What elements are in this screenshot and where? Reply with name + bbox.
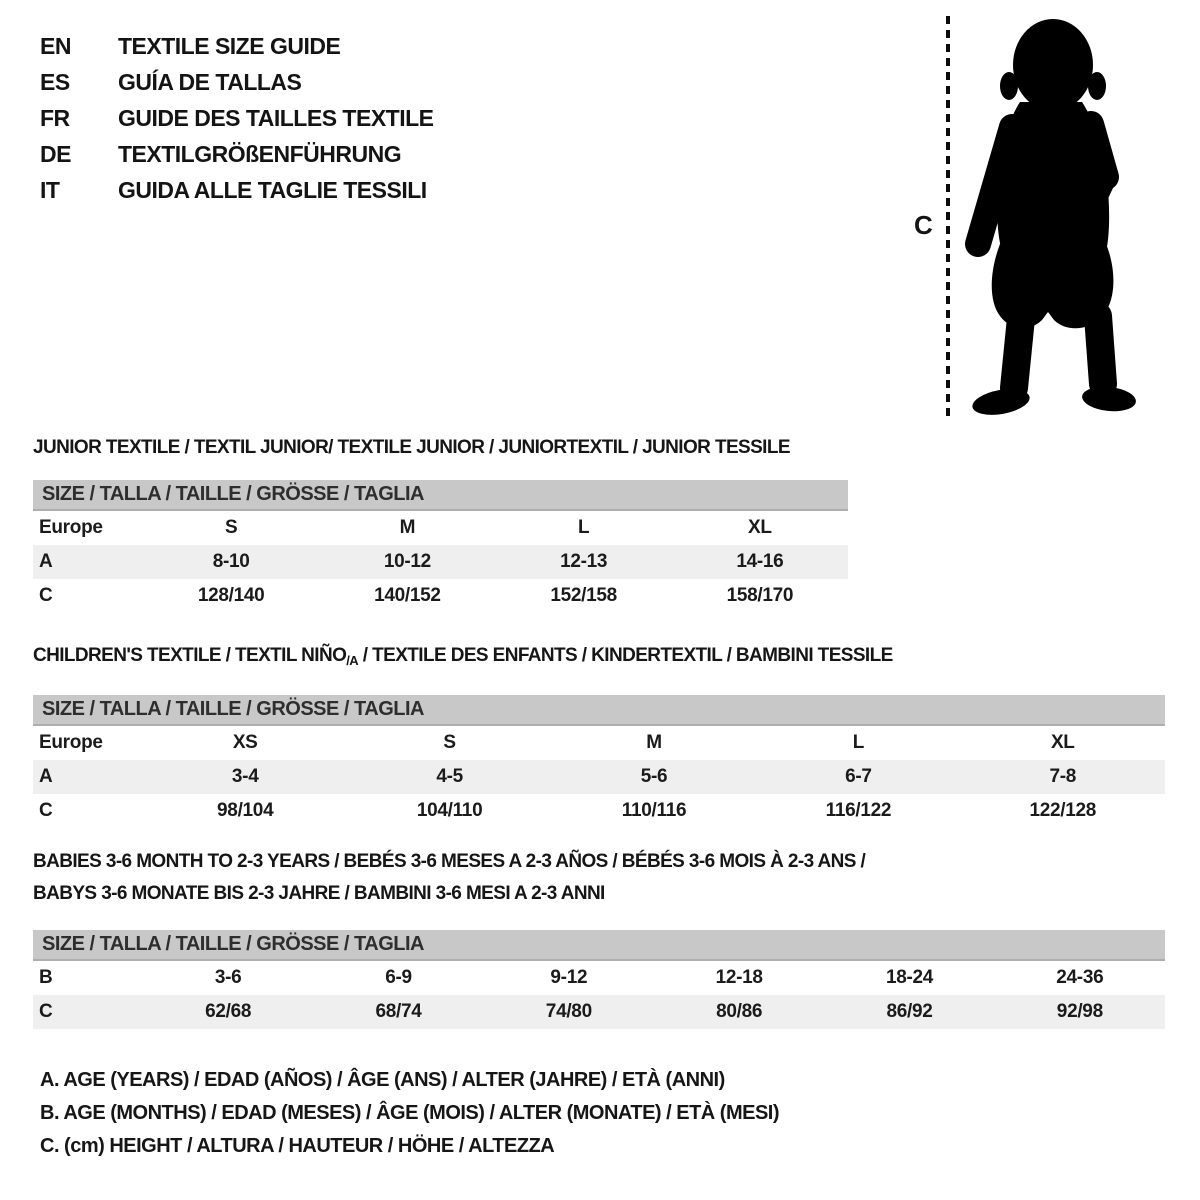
lang-code: EN bbox=[40, 32, 71, 59]
junior-textile-section bbox=[33, 437, 848, 613]
junior-section-heading: JUNIOR TEXTILE / TEXTIL JUNIOR/ TEXTILE JUNIOR / JUNIORTEXTIL / JUNIOR TESSILE bbox=[33, 437, 790, 458]
toddler-silhouette-icon bbox=[956, 12, 1146, 422]
cell-value: S bbox=[443, 732, 456, 753]
lang-code: FR bbox=[40, 104, 70, 131]
babies-section-heading-line2: BABYS 3-6 MONATE BIS 2-3 JAHRE / BAMBINI 3-6 MESI A 2-3 ANNI bbox=[33, 883, 605, 904]
cell-value: 10-12 bbox=[383, 551, 431, 572]
cell-value: 158/170 bbox=[726, 585, 794, 606]
lang-row-it bbox=[40, 172, 434, 208]
cell-value: 7-8 bbox=[1049, 766, 1077, 787]
cell-value: 9-12 bbox=[550, 967, 588, 988]
cell-value: 92/98 bbox=[1056, 1001, 1103, 1022]
babies-size-header-bar: SIZE / TALLA / TAILLE / GRÖSSE / TAGLIA bbox=[33, 930, 1165, 961]
cell-value: 86/92 bbox=[886, 1001, 933, 1022]
cell-value: 6-9 bbox=[385, 967, 412, 988]
lang-title: TEXTILE SIZE GUIDE bbox=[118, 32, 341, 59]
cell-value: M bbox=[646, 732, 662, 753]
legend-block bbox=[40, 1064, 779, 1163]
children-section-heading bbox=[33, 645, 1165, 672]
legend-line-c: C. (cm) HEIGHT / ALTURA / HAUTEUR / HÖHE / ALTEZZA bbox=[40, 1135, 555, 1157]
cell-value: 122/128 bbox=[1029, 800, 1097, 821]
table-row bbox=[33, 511, 848, 545]
junior-size-header-bar: SIZE / TALLA / TAILLE / GRÖSSE / TAGLIA bbox=[33, 480, 848, 511]
legend-line-a: A. AGE (YEARS) / EDAD (AÑOS) / ÂGE (ANS) / ALTER (JAHRE) / ETÀ (ANNI) bbox=[40, 1069, 725, 1091]
cell-value: XS bbox=[232, 732, 258, 753]
lang-code: DE bbox=[40, 140, 71, 167]
cell-value: L bbox=[577, 517, 590, 538]
table-row bbox=[33, 794, 1165, 828]
cell-value: 4-5 bbox=[436, 766, 463, 787]
row-label: Europe bbox=[39, 732, 103, 753]
cell-value: 140/152 bbox=[374, 585, 441, 606]
lang-code: IT bbox=[40, 176, 60, 203]
lang-row-en bbox=[40, 28, 434, 64]
heading-text: / TEXTILE DES ENFANTS / KINDERTEXTIL / BAMBINI TESSILE bbox=[358, 645, 893, 666]
row-label: C bbox=[39, 1001, 53, 1022]
babies-textile-section bbox=[33, 846, 1165, 1029]
language-title-block bbox=[40, 28, 434, 208]
cell-value: 12-18 bbox=[715, 967, 763, 988]
cell-value: 24-36 bbox=[1056, 967, 1104, 988]
height-measure-label: C bbox=[914, 210, 933, 240]
table-row bbox=[33, 579, 848, 613]
lang-row-de bbox=[40, 136, 434, 172]
cell-value: 8-10 bbox=[212, 551, 250, 572]
cell-value: 62/68 bbox=[205, 1001, 252, 1022]
table-row bbox=[33, 961, 1165, 995]
cell-value: 128/140 bbox=[197, 585, 265, 606]
cell-value: M bbox=[399, 517, 416, 538]
cell-value: XL bbox=[748, 517, 772, 538]
lang-title: TEXTILGRÖßENFÜHRUNG bbox=[118, 140, 402, 167]
legend-line-b: B. AGE (MONTHS) / EDAD (MESES) / ÂGE (MOIS) / ALTER (MONATE) / ETÀ (MESI) bbox=[40, 1102, 780, 1124]
lang-title: GUÍA DE TALLAS bbox=[118, 68, 302, 95]
cell-value: 74/80 bbox=[545, 1001, 592, 1022]
cell-value: 18-24 bbox=[885, 967, 934, 988]
cell-value: 116/122 bbox=[825, 800, 892, 821]
lang-row-es bbox=[40, 64, 434, 100]
table-row bbox=[33, 995, 1165, 1029]
table-row bbox=[33, 726, 1165, 760]
cell-value: 3-4 bbox=[231, 766, 259, 787]
row-label: Europe bbox=[39, 517, 103, 538]
heading-text: CHILDREN'S TEXTILE / TEXTIL NIÑO bbox=[33, 645, 347, 666]
height-measure-dashed-line bbox=[946, 16, 950, 418]
row-label: C bbox=[39, 800, 53, 821]
children-size-header-bar: SIZE / TALLA / TAILLE / GRÖSSE / TAGLIA bbox=[33, 695, 1165, 726]
lang-title: GUIDE DES TAILLES TEXTILE bbox=[118, 104, 434, 131]
row-label: A bbox=[39, 551, 53, 572]
cell-value: 98/104 bbox=[217, 800, 274, 821]
cell-value: XL bbox=[1050, 732, 1075, 753]
cell-value: 12-13 bbox=[560, 551, 608, 572]
lang-title: GUIDA ALLE TAGLIE TESSILI bbox=[118, 176, 427, 203]
cell-value: 3-6 bbox=[214, 967, 242, 988]
cell-value: 14-16 bbox=[736, 551, 784, 572]
row-label: C bbox=[39, 585, 53, 606]
row-label: A bbox=[39, 766, 53, 787]
cell-value: L bbox=[852, 732, 865, 753]
cell-value: 110/116 bbox=[621, 800, 687, 821]
cell-value: 104/110 bbox=[416, 800, 483, 821]
children-textile-section bbox=[33, 645, 1165, 828]
cell-value: 6-7 bbox=[845, 766, 872, 787]
cell-value: 80/86 bbox=[716, 1001, 763, 1022]
lang-code: ES bbox=[40, 68, 70, 95]
cell-value: S bbox=[224, 517, 238, 538]
heading-subscript: /A bbox=[346, 653, 359, 668]
table-row bbox=[33, 545, 848, 579]
table-row bbox=[33, 760, 1165, 794]
lang-row-fr bbox=[40, 100, 434, 136]
cell-value: 152/158 bbox=[550, 585, 617, 606]
cell-value: 5-6 bbox=[640, 766, 668, 787]
cell-value: 68/74 bbox=[375, 1001, 422, 1022]
babies-section-heading-line1: BABIES 3-6 MONTH TO 2-3 YEARS / BEBÉS 3-6 MESES A 2-3 AÑOS / BÉBÉS 3-6 MOIS À 2-3 ANS / bbox=[33, 851, 866, 872]
row-label: B bbox=[39, 967, 53, 988]
